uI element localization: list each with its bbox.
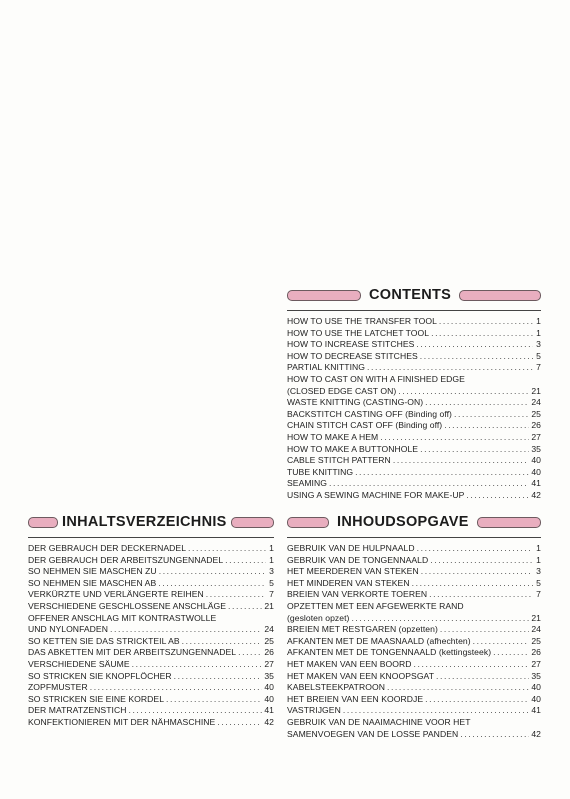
toc-entry bbox=[287, 467, 541, 479]
toc-entry-text: VASTRIJGEN bbox=[287, 705, 341, 716]
dot-leader bbox=[420, 351, 533, 363]
toc-entry-page: 24 bbox=[264, 624, 274, 635]
inhalt-header bbox=[28, 513, 274, 531]
toc-entry bbox=[287, 613, 541, 625]
toc-entry-text: DER GEBRAUCH DER DECKERNADEL bbox=[28, 543, 187, 553]
toc-entry-page: 1 bbox=[269, 543, 274, 553]
dot-leader bbox=[166, 694, 262, 706]
toc-entry-text: GEBRUIK VAN DE HULPNAALD bbox=[287, 543, 415, 553]
toc-entry-page: 3 bbox=[536, 339, 541, 350]
inhalt-list bbox=[28, 543, 274, 729]
toc-entry-text: USING A SEWING MACHINE FOR MAKE-UP bbox=[287, 489, 465, 500]
dot-leader bbox=[90, 682, 263, 694]
toc-entry bbox=[28, 543, 274, 555]
toc-entry bbox=[287, 578, 541, 590]
toc-entry-page: 7 bbox=[269, 589, 274, 600]
toc-entry-page: 25 bbox=[531, 408, 541, 419]
toc-entry bbox=[28, 566, 274, 578]
toc-entry-page: 40 bbox=[531, 693, 541, 704]
toc-entry-text: DAS ABKETTEN MIT DER ARBEITSZUNGENNADEL bbox=[28, 647, 237, 658]
dot-leader bbox=[351, 613, 529, 625]
toc-entry-page: 1 bbox=[536, 554, 541, 565]
toc-entry bbox=[287, 682, 541, 694]
header-bar-right bbox=[459, 290, 541, 301]
dot-leader bbox=[460, 729, 529, 741]
toc-entry-text: SO NEHMEN SIE MASCHEN ZU bbox=[28, 566, 157, 577]
dot-leader bbox=[380, 432, 529, 444]
toc-entry-text: HOW TO MAKE A BUTTONHOLE bbox=[287, 443, 419, 454]
toc-entry-text: BREIEN VAN VERKORTE TOEREN bbox=[287, 589, 428, 600]
toc-entry bbox=[28, 555, 274, 567]
toc-entry-page: 21 bbox=[531, 612, 541, 623]
toc-entry-text: HET MAKEN VAN EEN BOORD bbox=[287, 658, 412, 669]
toc-entry-text: SO STRICKEN SIE EINE KORDEL bbox=[28, 693, 165, 704]
toc-entry-text: GEBRUIK VAN DE NAAIMACHINE VOOR HET bbox=[287, 716, 471, 727]
toc-entry bbox=[28, 613, 274, 625]
toc-entry-text: CABLE STITCH PATTERN bbox=[287, 455, 391, 466]
toc-entry-page: 25 bbox=[531, 635, 541, 646]
toc-entry bbox=[287, 555, 541, 567]
toc-entry bbox=[287, 328, 541, 340]
toc-entry bbox=[28, 636, 274, 648]
dot-leader bbox=[416, 339, 533, 351]
toc-entry-text: TUBE KNITTING bbox=[287, 466, 354, 477]
toc-entry-text: KABELSTEEKPATROON bbox=[287, 682, 385, 693]
toc-entry-text: HET MAKEN VAN EEN KNOOPSGAT bbox=[287, 670, 434, 681]
dot-leader bbox=[159, 566, 266, 578]
toc-entry-page: 21 bbox=[531, 385, 541, 396]
toc-entry-page: 1 bbox=[269, 554, 274, 565]
toc-entry-page: 1 bbox=[536, 327, 541, 338]
toc-entry-text: DER MATRATZENSTICH bbox=[28, 705, 127, 716]
toc-entry-text: KONFEKTIONIEREN MIT DER NÄHMASCHINE bbox=[28, 716, 216, 727]
toc-entry-text: PARTIAL KNITTING bbox=[287, 362, 365, 373]
toc-entry-text: SEAMING bbox=[287, 478, 327, 489]
toc-entry-page: 41 bbox=[531, 478, 541, 489]
dot-leader bbox=[466, 490, 529, 502]
toc-entry bbox=[287, 659, 541, 671]
dot-leader bbox=[429, 589, 533, 601]
header-bar-left bbox=[287, 290, 361, 301]
toc-entry-page: 26 bbox=[531, 647, 541, 658]
dot-leader bbox=[238, 647, 262, 659]
dot-leader bbox=[414, 659, 530, 671]
toc-entry bbox=[287, 589, 541, 601]
toc-entry-page: 41 bbox=[531, 705, 541, 716]
divider bbox=[287, 537, 541, 538]
toc-entry-text: (CLOSED EDGE CAST ON) bbox=[287, 385, 397, 396]
toc-entry bbox=[287, 455, 541, 467]
dot-leader bbox=[425, 694, 529, 706]
toc-entry bbox=[287, 339, 541, 351]
inhalt-title: INHALTSVERZEICHNIS bbox=[62, 514, 227, 530]
divider bbox=[28, 537, 274, 538]
toc-entry bbox=[287, 490, 541, 502]
toc-entry-text: BACKSTITCH CASTING OFF (Binding off) bbox=[287, 408, 452, 419]
dot-leader bbox=[421, 566, 533, 578]
toc-entry bbox=[287, 601, 541, 613]
toc-entry bbox=[287, 386, 541, 398]
toc-entry-page: 5 bbox=[536, 577, 541, 588]
toc-entry-page: 35 bbox=[531, 670, 541, 681]
toc-entry-text: ZOPFMUSTER bbox=[28, 682, 88, 693]
dot-leader bbox=[182, 636, 263, 648]
toc-entry-page: 1 bbox=[536, 316, 541, 326]
toc-entry-page: 42 bbox=[264, 716, 274, 727]
toc-entry bbox=[28, 624, 274, 636]
contents-header bbox=[287, 286, 541, 304]
toc-entry-text: OPZETTEN MET EEN AFGEWERKTE RAND bbox=[287, 600, 464, 611]
toc-entry bbox=[287, 705, 541, 717]
header-bar-left bbox=[287, 517, 329, 528]
toc-entry bbox=[287, 362, 541, 374]
toc-entry-text: CHAIN STITCH CAST OFF (Binding off) bbox=[287, 420, 443, 431]
toc-entry-text: AFKANTEN MET DE MAASNAALD (afhechten) bbox=[287, 635, 471, 646]
toc-entry-page: 42 bbox=[531, 728, 541, 739]
toc-entry bbox=[28, 682, 274, 694]
dot-leader bbox=[417, 543, 533, 555]
toc-entry-text: SO NEHMEN SIE MASCHEN AB bbox=[28, 577, 157, 588]
toc-entry-page: 21 bbox=[264, 600, 274, 611]
inhoud-section bbox=[287, 513, 541, 740]
dot-leader bbox=[420, 444, 529, 456]
toc-entry-text: HOW TO INCREASE STITCHES bbox=[287, 339, 415, 350]
toc-entry-page: 35 bbox=[531, 443, 541, 454]
toc-entry bbox=[287, 397, 541, 409]
toc-entry-page: 40 bbox=[531, 466, 541, 477]
toc-entry bbox=[28, 694, 274, 706]
divider bbox=[287, 310, 541, 311]
toc-entry-page: 3 bbox=[536, 566, 541, 577]
toc-entry bbox=[28, 659, 274, 671]
toc-entry-text: VERKÜRZTE UND VERLÄNGERTE REIHEN bbox=[28, 589, 204, 600]
toc-entry bbox=[287, 374, 541, 386]
toc-entry-page: 41 bbox=[264, 705, 274, 716]
toc-entry-page: 26 bbox=[531, 420, 541, 431]
dot-leader bbox=[431, 328, 533, 340]
toc-entry-page: 40 bbox=[264, 682, 274, 693]
toc-entry bbox=[287, 671, 541, 683]
dot-leader bbox=[440, 624, 529, 636]
toc-entry-page: 7 bbox=[536, 589, 541, 600]
toc-entry-text: SO STRICKEN SIE KNOPFLÖCHER bbox=[28, 670, 172, 681]
toc-entry-text: VERSCHIEDENE GESCHLOSSENE ANSCHLÄGE bbox=[28, 600, 227, 611]
toc-entry bbox=[287, 409, 541, 421]
dot-leader bbox=[393, 455, 530, 467]
toc-entry-page: 42 bbox=[531, 489, 541, 500]
dot-leader bbox=[158, 578, 266, 590]
dot-leader bbox=[174, 671, 263, 683]
dot-leader bbox=[128, 705, 262, 717]
dot-leader bbox=[430, 555, 533, 567]
inhoud-title: INHOUDSOPGAVE bbox=[337, 514, 469, 530]
toc-entry bbox=[28, 671, 274, 683]
toc-entry-page: 40 bbox=[264, 693, 274, 704]
toc-entry-text: HET BREIEN VAN EEN KOORDJE bbox=[287, 693, 424, 704]
toc-entry-text: SO KETTEN SIE DAS STRICKTEIL AB bbox=[28, 635, 180, 646]
toc-entry-page: 1 bbox=[536, 543, 541, 553]
inhalt-section bbox=[28, 513, 274, 729]
toc-entry bbox=[28, 589, 274, 601]
toc-entry-text: HOW TO USE THE TRANSFER TOOL bbox=[287, 316, 437, 326]
dot-leader bbox=[444, 420, 529, 432]
dot-leader bbox=[228, 601, 262, 613]
dot-leader bbox=[206, 589, 266, 601]
header-bar-left bbox=[28, 517, 58, 528]
toc-entry-text: (gesloten opzet) bbox=[287, 612, 350, 623]
toc-entry bbox=[287, 478, 541, 490]
contents-title: CONTENTS bbox=[369, 287, 452, 303]
toc-entry bbox=[28, 705, 274, 717]
toc-entry-text: HOW TO MAKE A HEM bbox=[287, 431, 379, 442]
dot-leader bbox=[436, 671, 529, 683]
toc-entry-page: 40 bbox=[531, 682, 541, 693]
contents-section bbox=[287, 286, 541, 502]
header-bar-right bbox=[231, 517, 274, 528]
dot-leader bbox=[343, 705, 530, 717]
toc-entry-page: 27 bbox=[264, 658, 274, 669]
dot-leader bbox=[473, 636, 530, 648]
toc-entry-page: 40 bbox=[531, 455, 541, 466]
dot-leader bbox=[225, 555, 266, 567]
dot-leader bbox=[493, 647, 529, 659]
dot-leader bbox=[110, 624, 262, 636]
toc-entry bbox=[287, 420, 541, 432]
toc-entry-text: VERSCHIEDENE SÄUME bbox=[28, 658, 130, 669]
dot-leader bbox=[454, 409, 529, 421]
dot-leader bbox=[412, 578, 533, 590]
dot-leader bbox=[439, 316, 533, 328]
toc-entry bbox=[287, 566, 541, 578]
toc-entry bbox=[28, 717, 274, 729]
toc-entry-text: BREIEN MET RESTGAREN (opzetten) bbox=[287, 624, 438, 635]
toc-entry-text: DER GEBRAUCH DER ARBEITSZUNGENNADEL bbox=[28, 554, 224, 565]
toc-entry bbox=[287, 351, 541, 363]
contents-list bbox=[287, 316, 541, 502]
inhoud-list bbox=[287, 543, 541, 740]
dot-leader bbox=[398, 386, 529, 398]
toc-entry-page: 3 bbox=[269, 566, 274, 577]
toc-entry bbox=[287, 647, 541, 659]
toc-entry-text: OFFENER ANSCHLAG MIT KONTRASTWOLLE bbox=[28, 612, 217, 623]
inhoud-header bbox=[287, 513, 541, 531]
toc-entry-page: 35 bbox=[264, 670, 274, 681]
header-bar-right bbox=[477, 517, 541, 528]
toc-entry bbox=[287, 729, 541, 741]
toc-entry-text: UND NYLONFADEN bbox=[28, 624, 108, 635]
toc-entry-text: GEBRUIK VAN DE TONGENNAALD bbox=[287, 554, 429, 565]
toc-entry bbox=[28, 601, 274, 613]
dot-leader bbox=[132, 659, 263, 671]
toc-entry-page: 7 bbox=[536, 362, 541, 373]
dot-leader bbox=[367, 362, 533, 374]
toc-entry-page: 5 bbox=[536, 350, 541, 361]
toc-entry-page: 27 bbox=[531, 431, 541, 442]
toc-entry-text: HOW TO DECREASE STITCHES bbox=[287, 350, 418, 361]
toc-entry-page: 24 bbox=[531, 624, 541, 635]
toc-entry-page: 27 bbox=[531, 658, 541, 669]
toc-entry-text: AFKANTEN MET DE TONGENNAALD (kettingsteek) bbox=[287, 647, 492, 658]
toc-entry-text: WASTE KNITTING (CASTING-ON) bbox=[287, 397, 424, 408]
dot-leader bbox=[329, 478, 529, 490]
toc-entry-page: 25 bbox=[264, 635, 274, 646]
toc-entry bbox=[287, 543, 541, 555]
dot-leader bbox=[217, 717, 262, 729]
toc-entry-text: HOW TO CAST ON WITH A FINISHED EDGE bbox=[287, 373, 465, 384]
toc-entry bbox=[28, 647, 274, 659]
toc-entry bbox=[287, 694, 541, 706]
toc-entry-page: 24 bbox=[531, 397, 541, 408]
toc-entry bbox=[287, 717, 541, 729]
toc-entry bbox=[287, 636, 541, 648]
toc-entry-text: HET MINDEREN VAN STEKEN bbox=[287, 577, 410, 588]
toc-entry bbox=[287, 444, 541, 456]
toc-entry-text: HET MEERDEREN VAN STEKEN bbox=[287, 566, 419, 577]
toc-entry-page: 26 bbox=[264, 647, 274, 658]
toc-entry-page: 5 bbox=[269, 577, 274, 588]
dot-leader bbox=[387, 682, 529, 694]
dot-leader bbox=[188, 543, 266, 555]
dot-leader bbox=[425, 397, 529, 409]
toc-entry-text: SAMENVOEGEN VAN DE LOSSE PANDEN bbox=[287, 728, 459, 739]
toc-entry bbox=[28, 578, 274, 590]
dot-leader bbox=[355, 467, 529, 479]
toc-entry-text: HOW TO USE THE LATCHET TOOL bbox=[287, 327, 430, 338]
toc-entry bbox=[287, 624, 541, 636]
toc-entry bbox=[287, 432, 541, 444]
toc-entry bbox=[287, 316, 541, 328]
